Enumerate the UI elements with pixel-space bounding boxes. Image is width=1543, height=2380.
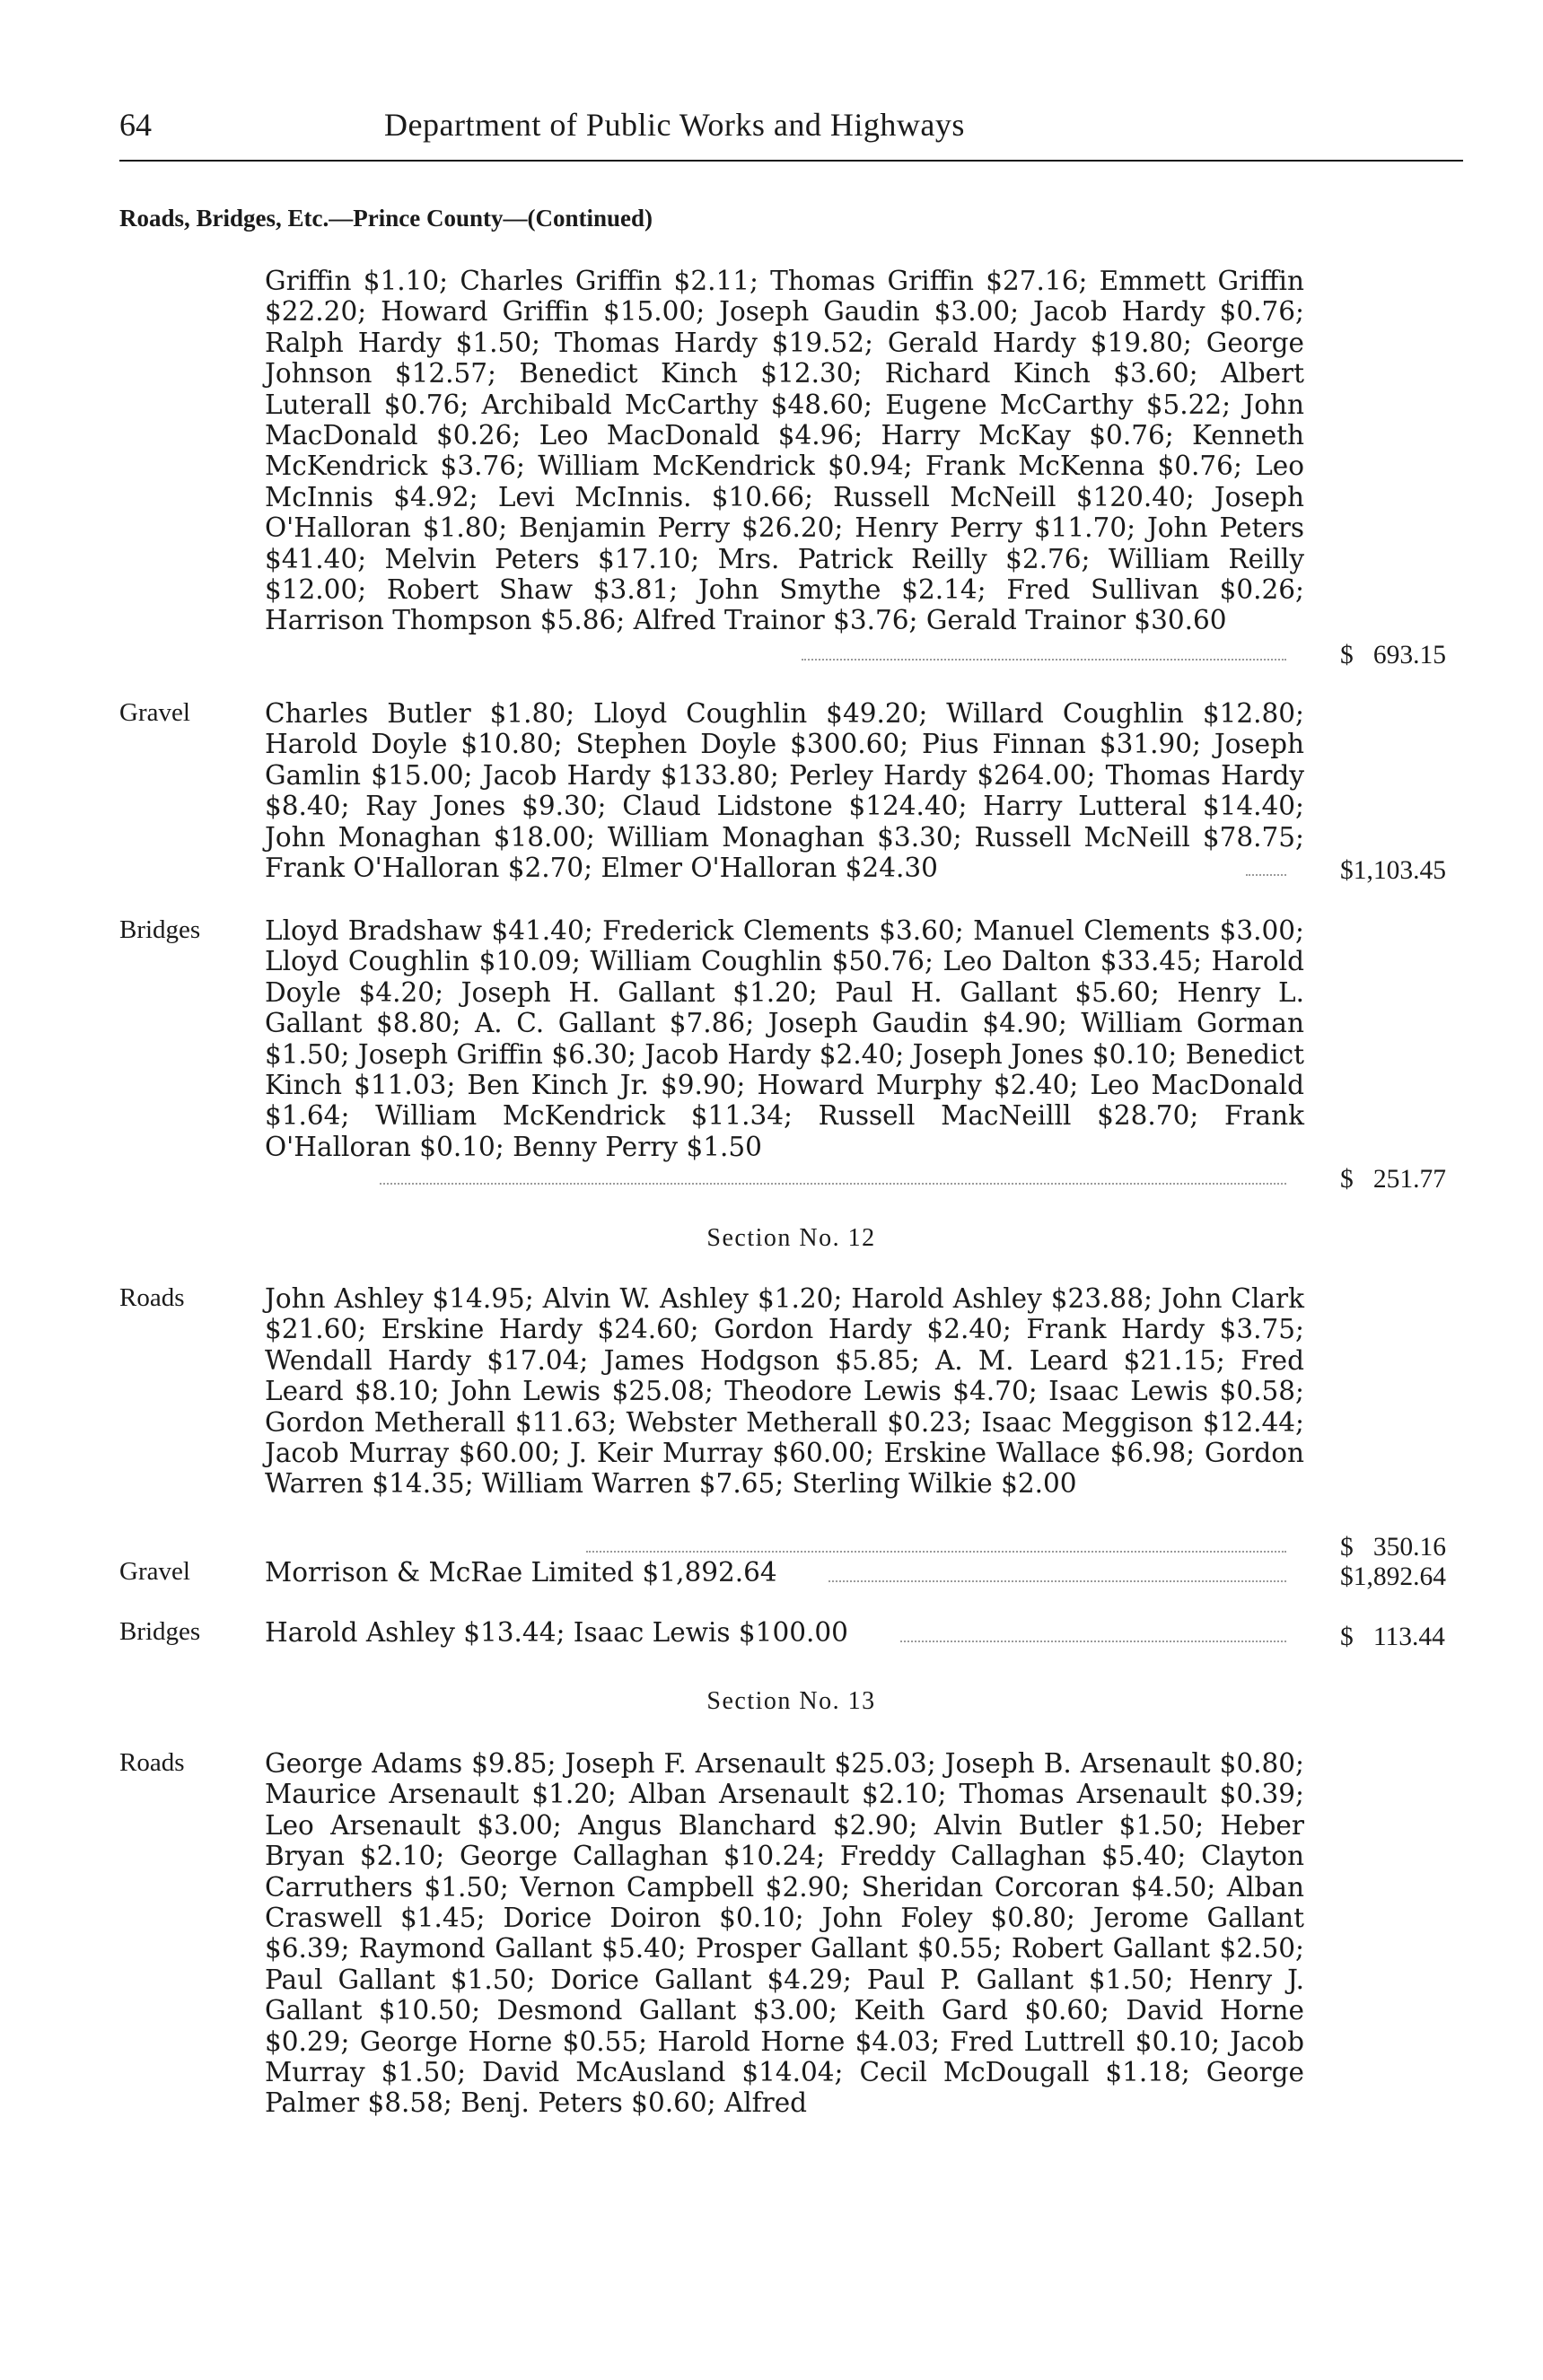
ledger-entry: [119, 1283, 1463, 1571]
entry-label: Gravel: [119, 698, 190, 727]
running-title: Department of Public Works and Highways: [384, 107, 965, 143]
entry-text: Griffin $1.10; Charles Griffin $2.11; Thomas Griffin $27.16; Emmett Griffin $22.20; Howard Griffin $15.00; Joseph Gaudin $3.00; Jacob Hardy $0.76; Ralph Hardy $1.50; Thomas Hardy $19.52; Gerald Hardy $19.80; George Johnson $12.57; Benedict Kinch $12.30; Richard Kinch $3.60; Albert Luterall $0.76; Archibald McCarthy $48.60; Eugene McCarthy $5.22; John MacDonald $0.26; Leo MacDonald $4.96; Harry McKay $0.76; Kenneth McKendrick $3.76; William McKendrick $0.94; Frank McKenna $0.76; Leo McInnis $4.92; Levi McInnis. $10.66; Russell McNeill $120.40; Joseph O'Halloran $1.80; Benjamin Perry $26.20; Henry Perry $11.70; John Peters $41.40; Melvin Peters $17.10; Mrs. Patrick Reilly $2.76; William Reilly $12.00; Robert Shaw $3.81; John Smythe $2.14; Fred Sullivan $0.26; Harrison Thompson $5.86; Alfred Trainor $3.76; Gerald Trainor $30.60: [265, 266, 1304, 636]
ledger-entry: [119, 1557, 1463, 1593]
leader-dots: [828, 1580, 1286, 1582]
entry-text: John Ashley $14.95; Alvin W. Ashley $1.20; Harold Ashley $23.88; John Clark $21.60; Erskine Hardy $24.60; Gordon Hardy $2.40; Frank Hardy $3.75; Wendall Hardy $17.04; James Hodgson $5.85; A. M. Leard $21.15; Fred Leard $8.10; John Lewis $25.08; Theodore Lewis $4.70; Isaac Lewis $0.58; Gordon Metherall $11.63; Webster Metherall $0.23; Isaac Meggison $12.44; Jacob Murray $60.00; J. Keir Murray $60.00; Erskine Wallace $6.98; Gordon Warren $14.35; William Warren $7.65; Sterling Wilkie $2.00: [265, 1283, 1304, 1500]
ledger-entry: [119, 915, 1463, 1194]
entry-amount: $ 350.16: [1340, 1533, 1446, 1562]
ledger-entry: [119, 1617, 1463, 1653]
entry-label: Gravel: [119, 1557, 190, 1586]
header-rule: [119, 160, 1463, 162]
section-subheading: Section No. 13: [706, 1687, 876, 1715]
entry-amount: $1,892.64: [1340, 1562, 1446, 1591]
entry-label: Roads: [119, 1748, 185, 1777]
entry-label: Bridges: [119, 1617, 201, 1646]
page-header: [119, 106, 1463, 156]
entry-text: Harold Ashley $13.44; Isaac Lewis $100.00: [265, 1617, 848, 1648]
entry-text: Lloyd Bradshaw $41.40; Frederick Clements $3.60; Manuel Clements $3.00; Lloyd Coughlin $10.09; William Coughlin $50.76; Leo Dalton $33.45; Harold Doyle $4.20; Joseph H. Gallant $1.20; Paul H. Gallant $5.60; Henry L. Gallant $8.80; A. C. Gallant $7.86; Joseph Gaudin $4.90; William Gorman $1.50; Joseph Griffin $6.30; Jacob Hardy $2.40; Joseph Jones $0.10; Benedict Kinch $11.03; Ben Kinch Jr. $9.90; Howard Murphy $2.40; Leo MacDonald $1.64; William McKendrick $11.34; Russell MacNeilll $28.70; Frank O'Halloran $0.10; Benny Perry $1.50: [265, 915, 1304, 1162]
entry-label: Roads: [119, 1283, 185, 1312]
entry-label: Bridges: [119, 915, 201, 944]
leader-dots: [900, 1641, 1286, 1642]
entry-text: Charles Butler $1.80; Lloyd Coughlin $49.20; Willard Coughlin $12.80; Harold Doyle $10.80; Stephen Doyle $300.60; Pius Finnan $31.90; Joseph Gamlin $15.00; Jacob Hardy $133.80; Perley Hardy $264.00; Thomas Hardy $8.40; Ray Jones $9.30; Claud Lidstone $124.40; Harry Lutteral $14.40; John Monaghan $18.00; William Monaghan $3.30; Russell McNeill $78.75; Frank O'Halloran $2.70; Elmer O'Halloran $24.30: [265, 698, 1304, 884]
section-subheading: Section No. 12: [706, 1224, 876, 1252]
entry-text: Morrison & McRae Limited $1,892.64: [265, 1557, 777, 1588]
leader-dots: [802, 659, 1286, 661]
leader-dots: [380, 1183, 1286, 1185]
entry-text: George Adams $9.85; Joseph F. Arsenault $25.03; Joseph B. Arsenault $0.80; Maurice Arsenault $1.20; Alban Arsenault $2.10; Thomas Arsenault $0.39; Leo Arsenault $3.00; Angus Blanchard $2.90; Alvin Butler $1.50; Heber Bryan $2.10; George Callaghan $10.24; Freddy Callaghan $5.40; Clayton Carruthers $1.50; Vernon Campbell $2.90; Sheridan Corcoran $4.50; Alban Craswell $1.45; Dorice Doiron $0.10; John Foley $0.80; Jerome Gallant $6.39; Raymond Gallant $5.40; Prosper Gallant $0.55; Robert Gallant $2.50; Paul Gallant $1.50; Dorice Gallant $4.29; Paul P. Gallant $1.50; Henry J. Gallant $10.50; Desmond Gallant $3.00; Keith Gard $0.60; David Horne $0.29; George Horne $0.55; Harold Horne $4.03; Fred Luttrell $0.10; Jacob Murray $1.50; David McAusland $14.04; Cecil McDougall $1.18; George Palmer $8.58; Benj. Peters $0.60; Alfred: [265, 1748, 1304, 2119]
entry-amount: $ 113.44: [1340, 1623, 1445, 1651]
ledger-entry: [119, 1748, 1463, 2251]
leader-dots: [586, 1551, 1286, 1553]
leader-dots: [1246, 874, 1286, 876]
entry-amount: $1,103.45: [1340, 856, 1446, 885]
page-number: 64: [119, 107, 152, 143]
entry-amount: $ 251.77: [1340, 1165, 1446, 1194]
ledger-entry: [119, 266, 1463, 668]
ledger-entry: [119, 698, 1463, 896]
entry-amount: $ 693.15: [1340, 641, 1446, 669]
section-heading: Roads, Bridges, Etc.—Prince County—(Continued): [119, 205, 653, 232]
